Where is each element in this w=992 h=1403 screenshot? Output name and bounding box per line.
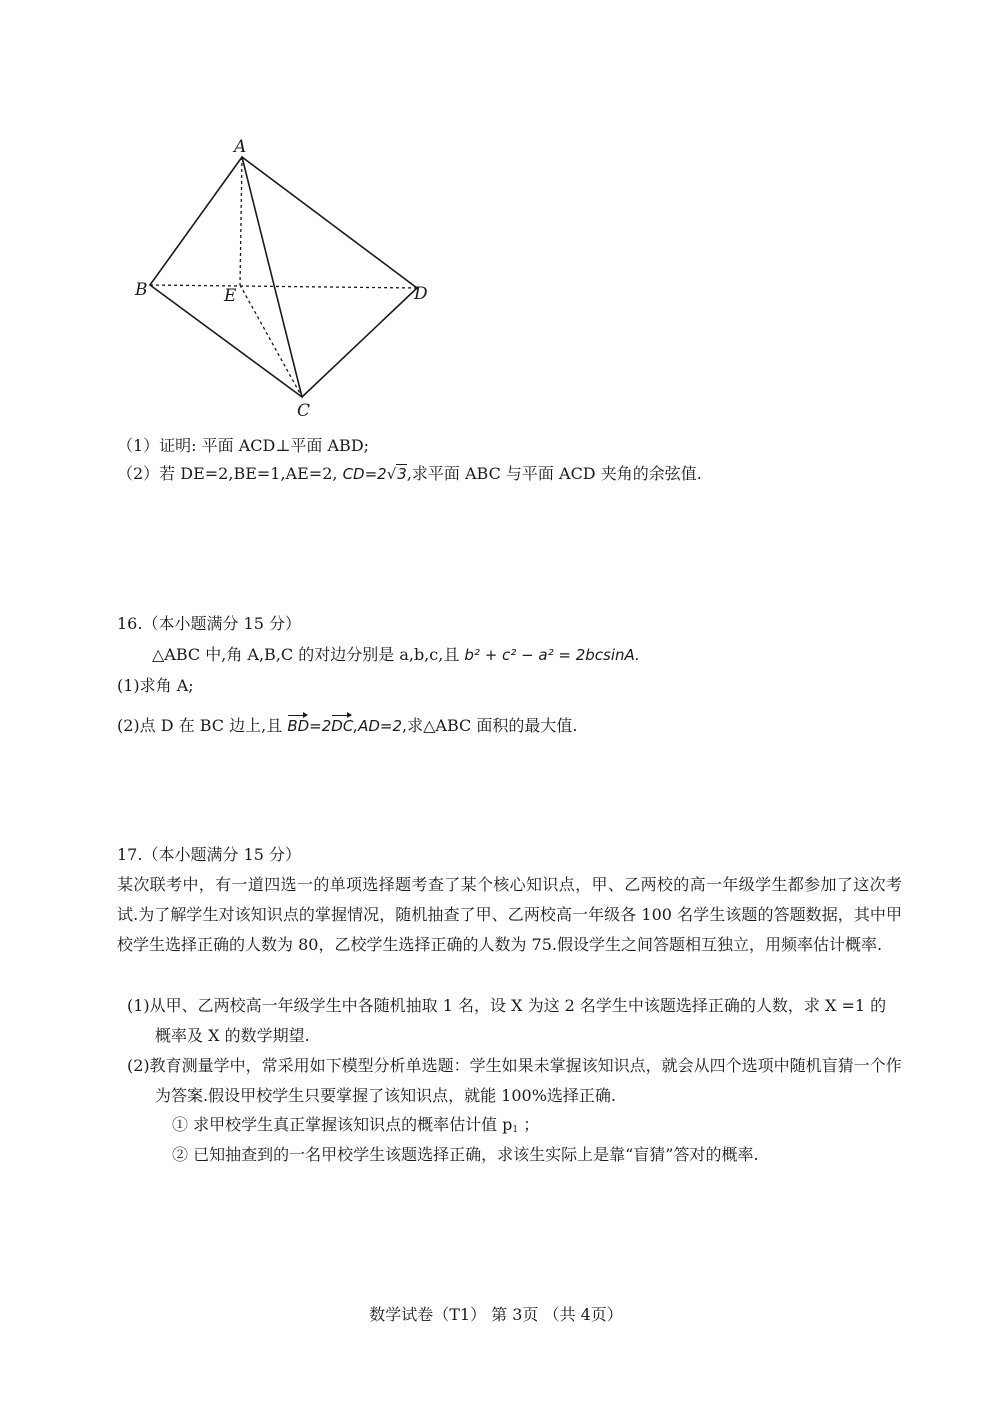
q16-part2 <box>117 716 577 736</box>
tetrahedron-figure <box>130 135 450 420</box>
vertex-label-b: B <box>135 280 148 300</box>
vector-eq: =2 <box>309 717 332 735</box>
vertex-label-a: A <box>234 137 247 157</box>
q15-part2 <box>117 464 702 484</box>
q15-part2-tail: ,求平面 ABC 与平面 ACD 夹角的余弦值. <box>406 464 702 483</box>
q17-part1: (1)从甲、乙两校高一年级学生中各随机抽取 1 名，设 X 为这 2 名学生中该题选择正确的人数，求 X =1 的概率及 X 的数学期望. <box>127 996 887 1045</box>
segment-ae-dashed <box>240 157 242 285</box>
q16-part1: (1)求角 A; <box>117 676 194 695</box>
edge-ac <box>242 157 302 397</box>
q17-sub1-subscript: 1 <box>512 1125 519 1135</box>
ad-equation: ,AD=2 <box>353 717 403 735</box>
edge-cd <box>302 288 417 397</box>
vertex-label-c: C <box>297 401 311 420</box>
page-footer: 数学试卷（T1） 第 3页 （共 4页） <box>369 1305 623 1324</box>
edge-ad <box>242 157 417 288</box>
q16-intro <box>152 645 640 665</box>
q15-sqrt-value: 3 <box>397 465 407 483</box>
q17-heading: 17.（本小题满分 15 分） <box>117 845 301 864</box>
sqrt-sign: √ <box>386 465 397 483</box>
q17-sub1 <box>172 1115 539 1135</box>
q17-sub1-tail: ； <box>518 1115 540 1134</box>
q16-part2-tail: ,求△ABC 面积的最大值. <box>402 716 578 735</box>
edge-bd-dashed <box>150 285 417 288</box>
q15-cd-formula <box>343 464 407 483</box>
q16-equation: b² + c² − a² = 2bcsinA. <box>464 646 640 664</box>
vertex-label-d: D <box>414 284 428 304</box>
q17-sub2: ② 已知抽查到的一名甲校学生该题选择正确，求该生实际上是靠“盲猜”答对的概率. <box>172 1145 759 1164</box>
q16-intro-text: △ABC 中,角 A,B,C 的对边分别是 a,b,c,且 <box>152 645 465 664</box>
q17-sub1-text: ① 求甲校学生真正掌握该知识点的概率估计值 p <box>172 1115 513 1134</box>
edge-ab <box>150 157 242 285</box>
q16-heading: 16.（本小题满分 15 分） <box>117 614 301 633</box>
q15-cd-lhs: CD=2 <box>342 465 387 483</box>
vertex-label-e: E <box>224 286 237 306</box>
vector-bd: BD <box>287 717 310 735</box>
q15-part2-text: （2）若 DE=2,BE=1,AE=2, <box>117 464 343 483</box>
q15-part1: （1）证明: 平面 ACD⊥平面 ABD; <box>117 436 370 455</box>
vector-dc: DC <box>331 717 354 735</box>
q17-intro: 某次联考中，有一道四选一的单项选择题考查了某个核心知识点，甲、乙两校的高一年级学生都参加了这次考试.为了解学生对该知识点的掌握情况，随机抽查了甲、乙两校高一年级各 100 名学生该题的答题数据，其中甲校学生选择正确的人数为 80，乙校学生选择正确的人数为 75.假设学生之间答题相互独立，用频率估计概率. <box>117 875 902 954</box>
q16-vector-equation <box>287 717 402 735</box>
q17-part2: (2)教育测量学中，常采用如下模型分析单选题：学生如果未掌握该知识点，就会从四个选项中随机盲猜一个作为答案.假设甲校学生只要掌握了该知识点，就能 100%选择正确. <box>127 1056 902 1105</box>
segment-ec-dashed <box>240 285 302 397</box>
q16-part2-text: (2)点 D 在 BC 边上,且 <box>117 716 288 735</box>
